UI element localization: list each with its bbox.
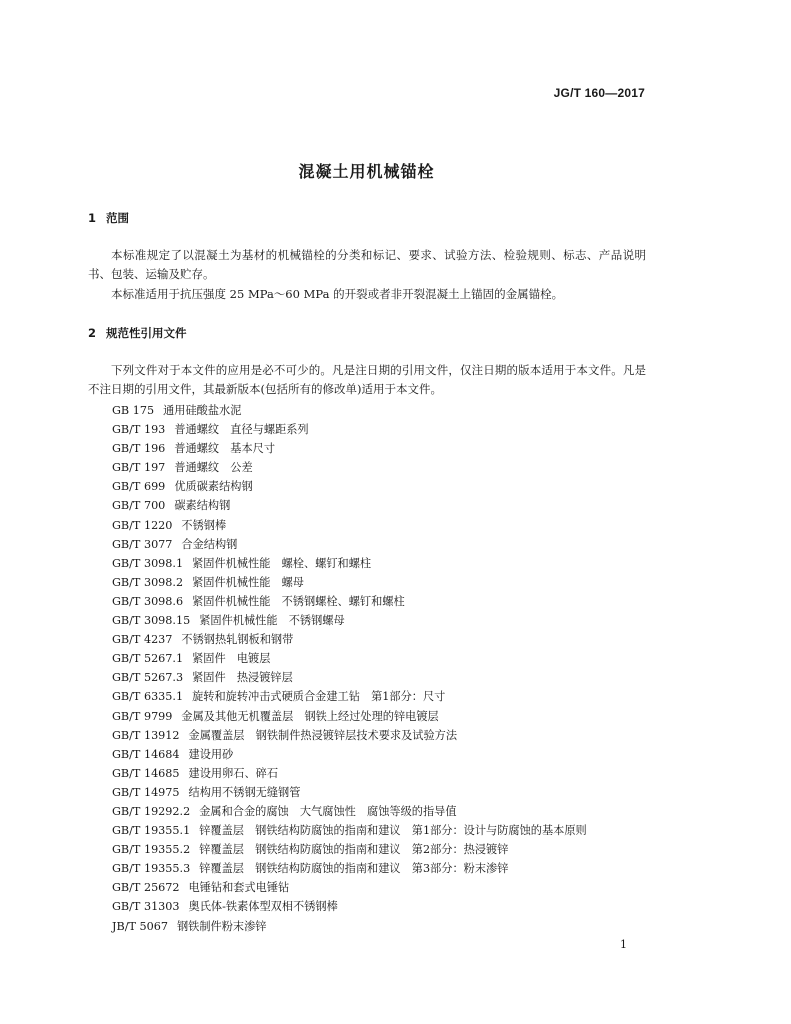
reference-title: 紧固件 热浸镀锌层 [192,671,293,685]
reference-item [112,535,587,554]
reference-item [112,668,587,687]
reference-title: 普通螺纹 公差 [174,461,253,475]
reference-title: 钢铁制件粉末渗锌 [176,919,267,933]
document-title: 混凝土用机械锚栓 [298,161,435,181]
reference-title: 旋转和旋转冲击式硬质合金建工钻 第1部分：尺寸 [192,690,446,704]
section-title: 规范性引用文件 [106,326,187,340]
reference-item [112,840,587,859]
standard-code: JG/T 160—2017 [553,86,645,100]
reference-title: 普通螺纹 直径与螺距系列 [174,423,309,437]
reference-title: 锌覆盖层 钢铁结构防腐蚀的指南和建议 第2部分：热浸镀锌 [199,843,509,857]
reference-item [112,917,587,936]
reference-title: 建设用砂 [188,747,234,761]
reference-code: GB/T 4237 [112,633,173,647]
reference-code: GB/T 5267.3 [112,671,184,685]
reference-title: 锌覆盖层 钢铁结构防腐蚀的指南和建议 第1部分：设计与防腐蚀的基本原则 [199,824,587,838]
reference-code: GB/T 699 [112,480,166,494]
reference-code: JB/T 5067 [112,919,168,933]
section-title: 范围 [106,211,129,225]
references-intro-paragraph: 下列文件对于本文件的应用是必不可少的。凡是注日期的引用文件，仅注日期的版本适用于本文件。凡是不注日期的引用文件，其最新版本(包括所有的修改单)适用于本文件。 [88,363,646,396]
reference-title: 普通螺纹 基本尺寸 [174,442,276,456]
reference-code: GB/T 193 [112,423,166,437]
reference-item [112,897,587,916]
reference-title: 金属覆盖层 钢铁制件热浸镀锌层技术要求及试验方法 [188,728,458,742]
reference-code: GB/T 31303 [112,900,180,914]
reference-item [112,649,587,668]
reference-item [112,516,587,535]
reference-title: 不锈钢热轧钢板和钢带 [181,633,294,647]
reference-title: 通用硅酸盐水泥 [163,404,242,417]
reference-item [112,439,587,458]
reference-item [112,496,587,515]
reference-code: GB/T 3098.6 [112,594,184,608]
reference-code: GB/T 1220 [112,518,173,532]
reference-item [112,611,587,630]
reference-code: GB/T 14684 [112,747,180,761]
reference-title: 结构用不锈钢无缝钢管 [188,785,301,799]
reference-title: 优质碳素结构钢 [174,480,253,494]
reference-code: GB/T 197 [112,461,166,475]
scope-paragraph: 本标准适用于抗压强度 25 MPa～60 MPa 的开裂或者非开裂混凝土上锚固的金属锚栓。 [111,287,564,301]
reference-code: GB/T 19292.2 [112,804,191,818]
reference-title: 金属和合金的腐蚀 大气腐蚀性 腐蚀等级的指导值 [199,804,457,818]
reference-item [112,458,587,477]
reference-code: GB/T 9799 [112,709,173,723]
reference-code: GB/T 5267.1 [112,652,184,666]
reference-code: GB/T 14685 [112,766,180,780]
reference-title: 紧固件机械性能 螺母 [192,575,304,589]
reference-code: GB/T 3098.2 [112,575,184,589]
reference-title: 建设用卵石、碎石 [188,766,279,780]
reference-item [112,726,587,745]
reference-title: 紧固件 电镀层 [192,652,271,666]
reference-code: GB/T 19355.3 [112,862,191,876]
reference-list [112,401,587,936]
reference-item [112,764,587,783]
reference-code: GB/T 13912 [112,728,180,742]
reference-item [112,859,587,878]
reference-code: GB/T 14975 [112,785,180,799]
reference-code: GB/T 19355.2 [112,843,191,857]
reference-title: 锌覆盖层 钢铁结构防腐蚀的指南和建议 第3部分：粉末渗锌 [199,862,509,876]
section-number: 1 [88,211,97,225]
reference-title: 电锤钻和套式电锤钻 [188,881,290,895]
reference-code: GB/T 6335.1 [112,690,184,704]
reference-item [112,420,587,439]
reference-item [112,573,587,592]
section-number: 2 [88,326,97,340]
reference-item [112,687,587,706]
page-number: 1 [620,938,627,951]
reference-item [112,401,587,420]
reference-code: GB/T 3098.15 [112,614,191,628]
reference-item [112,707,587,726]
reference-item [112,592,587,611]
reference-title: 奥氏体-铁素体型双相不锈钢棒 [188,900,338,914]
reference-item [112,802,587,821]
reference-item [112,878,587,897]
reference-code: GB/T 3077 [112,537,173,551]
reference-title: 金属及其他无机覆盖层 钢铁上经过处理的锌电镀层 [181,709,439,723]
reference-code: GB/T 196 [112,442,166,456]
reference-code: GB 175 [112,404,155,417]
reference-item [112,821,587,840]
reference-title: 紧固件机械性能 不锈钢螺母 [199,614,345,628]
reference-item [112,783,587,802]
reference-title: 紧固件机械性能 不锈钢螺栓、螺钉和螺柱 [192,594,405,608]
reference-code: GB/T 700 [112,499,166,513]
reference-code: GB/T 19355.1 [112,824,191,838]
reference-item [112,630,587,649]
reference-title: 紧固件机械性能 螺栓、螺钉和螺柱 [192,556,372,570]
reference-title: 合金结构钢 [181,537,238,551]
reference-title: 碳素结构钢 [174,499,231,513]
section-heading-normative-references [88,325,187,341]
reference-title: 不锈钢棒 [181,518,227,532]
reference-item [112,745,587,764]
reference-item [112,477,587,496]
section-heading-scope [88,210,129,226]
scope-paragraph: 本标准规定了以混凝土为基材的机械锚栓的分类和标记、要求、试验方法、检验规则、标志、产品说明书、包装、运输及贮存。 [88,248,646,281]
reference-item [112,554,587,573]
reference-code: GB/T 3098.1 [112,556,184,570]
reference-code: GB/T 25672 [112,881,180,895]
